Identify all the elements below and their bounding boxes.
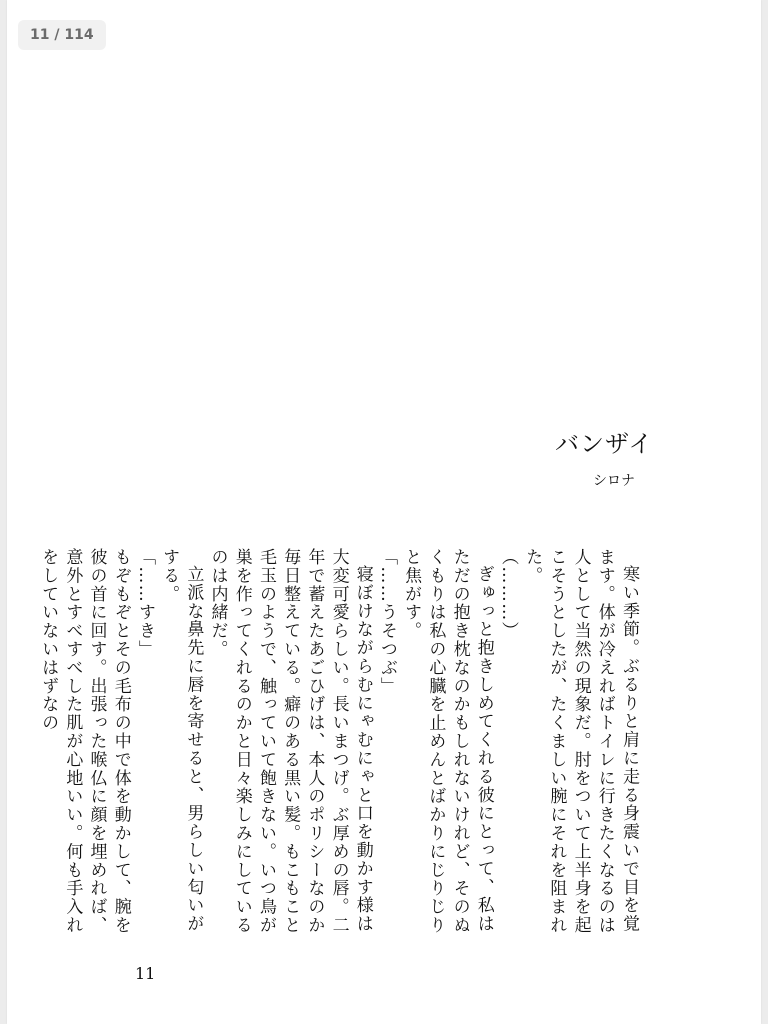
story-author: シロナ: [593, 473, 635, 489]
page-counter-badge[interactable]: 11 / 114: [18, 20, 106, 50]
story-body: [38, 548, 641, 948]
book-page: [7, 0, 761, 1024]
story-paragraph: 立派な鼻先に唇を寄せると、男らしい匂いがする。: [159, 548, 204, 933]
story-paragraph: 寝ぼけながらむにゃむにゃと口を動かす様は大変可愛らしい。長いまつげ。ぶ厚めの唇。二年で蓄えたあごひげは、本人のポリシーなのか毎日整えている。癖のある黒い髪。もこもこと毛玉のようで、触っていて飽きない。いつ鳥が巣を作ってくれるのかと日々楽しみにしているのは内緒だ。: [207, 548, 373, 935]
story-paragraph: 寒い季節。ぶるりと肩に走る身震いで目を覚ます。体が冷えればトイレに行きたくなるのは人として当然の現象だ。肘をついて上半身を起こそうとしたが、たくましい腕にそれを阻まれた。: [522, 548, 639, 935]
story-title: バンザイ: [555, 430, 654, 458]
story-paragraph: 「……すき」: [134, 548, 155, 659]
story-paragraph: （………）: [497, 548, 518, 640]
story-paragraph: 「……うそつぶ」: [376, 548, 397, 696]
story-paragraph: ぎゅっと抱きしめてくれる彼にとって、私はただの抱き枕なのかもしれないけれど、そのぬくもりは私の心臓を止めんとばかりにじりじりと焦がす。: [401, 548, 494, 935]
story-paragraph: もぞもぞとその毛布の中で体を動かして、腕を彼の首に回す。出張った喉仏に顔を埋めれば、意外とすべすべした肌が心地いい。何も手入れをしていないはずなの: [38, 548, 131, 935]
page-number: 11: [135, 964, 156, 983]
